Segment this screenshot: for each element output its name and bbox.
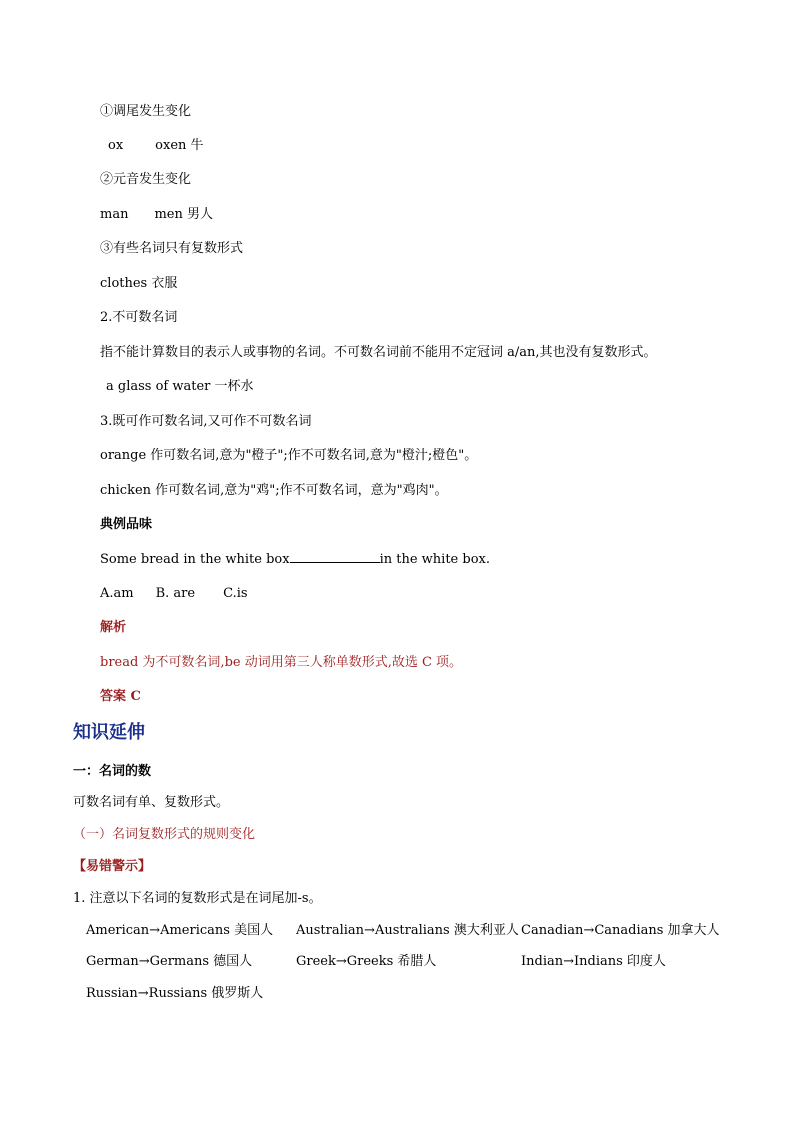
dual-noun-heading: 3.既可作可数名词,又可作不可数名词 [100, 414, 312, 429]
option-c: C.is [223, 586, 248, 601]
example-man-singular: man [100, 207, 129, 222]
word-german: German→Germans 德国人 [86, 954, 253, 969]
warning-label: 【易错警示】 [73, 859, 152, 874]
word-american: American→Americans 美国人 [86, 923, 274, 938]
regular-plural-heading: （一）名词复数形式的规则变化 [73, 827, 256, 842]
analysis-title: 解析 [100, 620, 127, 635]
noun-number-text: 可数名词有单、复数形式。 [73, 795, 230, 810]
word-russian: Russian→Russians 俄罗斯人 [86, 986, 264, 1001]
section-heading: 知识延伸 [73, 722, 145, 743]
word-indian: Indian→Indians 印度人 [521, 954, 666, 969]
example-man-plural: men 男人 [154, 207, 213, 222]
word-australian: Australian→Australians 澳大利亚人 [296, 923, 519, 938]
question-text-before: Some bread in the white box [100, 552, 290, 567]
answer-options [100, 585, 248, 603]
example-man [100, 206, 213, 224]
example-ox [108, 137, 204, 155]
rule-vowel-tail-change: ①调尾发生变化 [100, 104, 192, 119]
answer-line: 答案 C [100, 689, 141, 704]
example-section-title: 典例品味 [100, 517, 153, 532]
example-glass-of-water: a glass of water 一杯水 [106, 379, 254, 394]
example-ox-singular: ox [108, 138, 124, 153]
option-a: A.am [100, 586, 134, 601]
word-canadian: Canadian→Canadians 加拿大人 [521, 923, 720, 938]
rule-plural-only: ③有些名词只有复数形式 [100, 241, 244, 256]
uncountable-definition: 指不能计算数目的表示人或事物的名词。不可数名词前不能用不定冠词 a/an,其也没有复数形式。 [100, 345, 657, 360]
example-orange: orange 作可数名词,意为"橙子";作不可数名词,意为"橙汁;橙色"。 [100, 448, 478, 463]
word-greek: Greek→Greeks 希腊人 [296, 954, 437, 969]
option-b: B. are [155, 586, 196, 601]
analysis-text: bread 为不可数名词,be 动词用第三人称单数形式,故选 C 项。 [100, 655, 463, 670]
example-clothes: clothes 衣服 [100, 276, 178, 291]
noun-number-heading: 一：名词的数 [73, 764, 152, 779]
uncountable-heading: 2.不可数名词 [100, 310, 178, 325]
rule-add-s: 1. 注意以下名词的复数形式是在词尾加-s。 [73, 891, 322, 906]
rule-vowel-change: ②元音发生变化 [100, 172, 192, 187]
answer-blank [290, 550, 380, 563]
example-ox-plural: oxen 牛 [155, 138, 204, 153]
question-text-after: in the white box. [379, 552, 490, 567]
example-chicken: chicken 作可数名词,意为"鸡";作不可数名词，意为"鸡肉"。 [100, 483, 448, 498]
example-question [100, 550, 490, 569]
